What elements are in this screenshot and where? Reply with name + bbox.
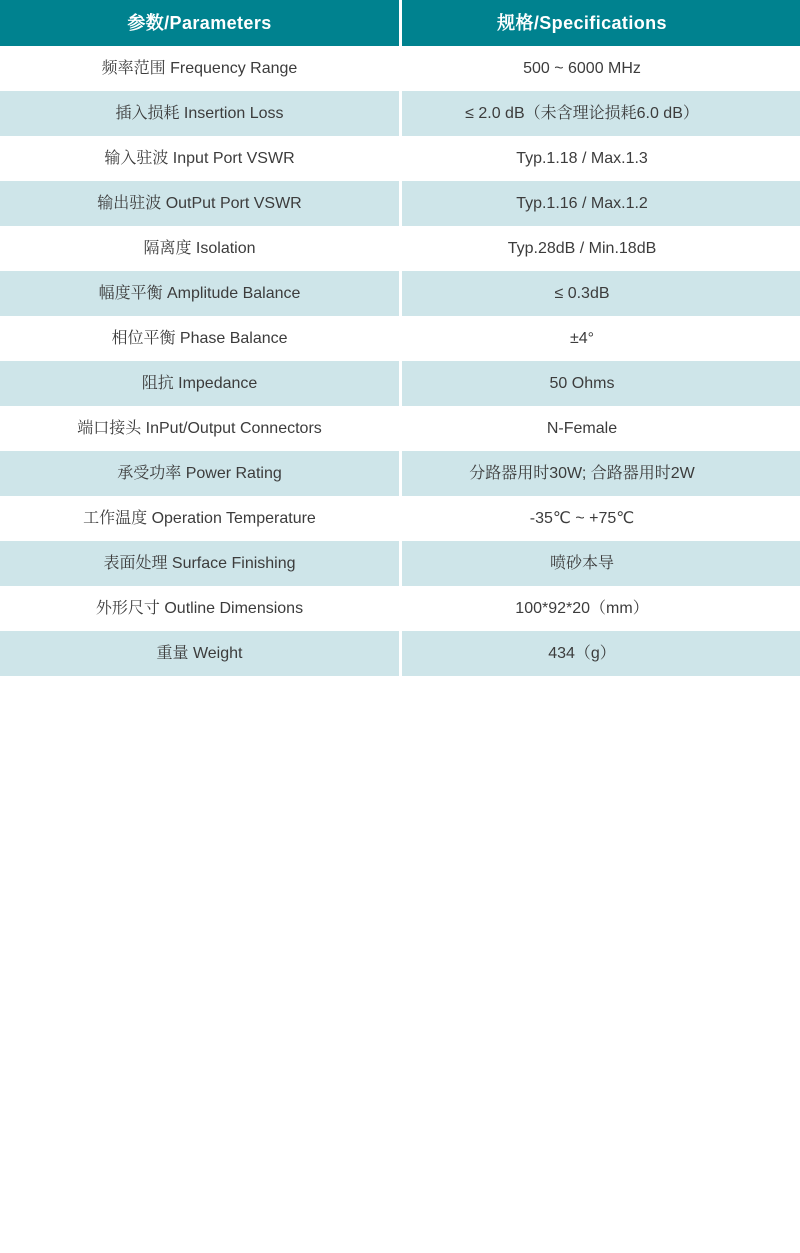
specification-cell: ≤ 2.0 dB（未含理论损耗6.0 dB） <box>402 91 800 136</box>
parameter-cell: 承受功率 Power Rating <box>0 451 399 496</box>
parameter-cell: 重量 Weight <box>0 631 399 676</box>
parameter-cell: 隔离度 Isolation <box>0 226 399 271</box>
parameter-cell: 阻抗 Impedance <box>0 361 399 406</box>
parameter-cell: 表面处理 Surface Finishing <box>0 541 399 586</box>
parameter-cell: 端口接头 InPut/Output Connectors <box>0 406 399 451</box>
column-header-specifications: 规格/Specifications <box>402 0 800 46</box>
parameter-cell: 相位平衡 Phase Balance <box>0 316 399 361</box>
specification-cell: 500 ~ 6000 MHz <box>402 46 800 91</box>
specification-cell: 434（g） <box>402 631 800 676</box>
table-row <box>0 316 800 361</box>
specification-cell: -35℃ ~ +75℃ <box>402 496 800 541</box>
specification-cell: Typ.1.18 / Max.1.3 <box>402 136 800 181</box>
table-row <box>0 496 800 541</box>
table-row <box>0 271 800 316</box>
parameter-cell: 工作温度 Operation Temperature <box>0 496 399 541</box>
specification-cell: ±4° <box>402 316 800 361</box>
parameter-cell: 频率范围 Frequency Range <box>0 46 399 91</box>
table-row <box>0 46 800 91</box>
specification-cell: Typ.1.16 / Max.1.2 <box>402 181 800 226</box>
table-row <box>0 631 800 676</box>
specification-cell: Typ.28dB / Min.18dB <box>402 226 800 271</box>
column-header-parameters: 参数/Parameters <box>0 0 399 46</box>
table-row <box>0 361 800 406</box>
table-row <box>0 451 800 496</box>
parameter-cell: 输出驻波 OutPut Port VSWR <box>0 181 399 226</box>
specification-cell: 喷砂本导 <box>402 541 800 586</box>
specification-cell: ≤ 0.3dB <box>402 271 800 316</box>
table-row <box>0 541 800 586</box>
parameter-cell: 幅度平衡 Amplitude Balance <box>0 271 399 316</box>
table-header-row <box>0 0 800 46</box>
table-row <box>0 226 800 271</box>
table-row <box>0 91 800 136</box>
specification-cell: 分路器用时30W; 合路器用时2W <box>402 451 800 496</box>
specification-cell: 100*92*20（mm） <box>402 586 800 631</box>
specification-cell: N-Female <box>402 406 800 451</box>
table-row <box>0 406 800 451</box>
table-row <box>0 136 800 181</box>
parameter-cell: 输入驻波 Input Port VSWR <box>0 136 399 181</box>
table-row <box>0 181 800 226</box>
parameter-cell: 外形尺寸 Outline Dimensions <box>0 586 399 631</box>
parameter-cell: 插入损耗 Insertion Loss <box>0 91 399 136</box>
specification-cell: 50 Ohms <box>402 361 800 406</box>
table-row <box>0 586 800 631</box>
